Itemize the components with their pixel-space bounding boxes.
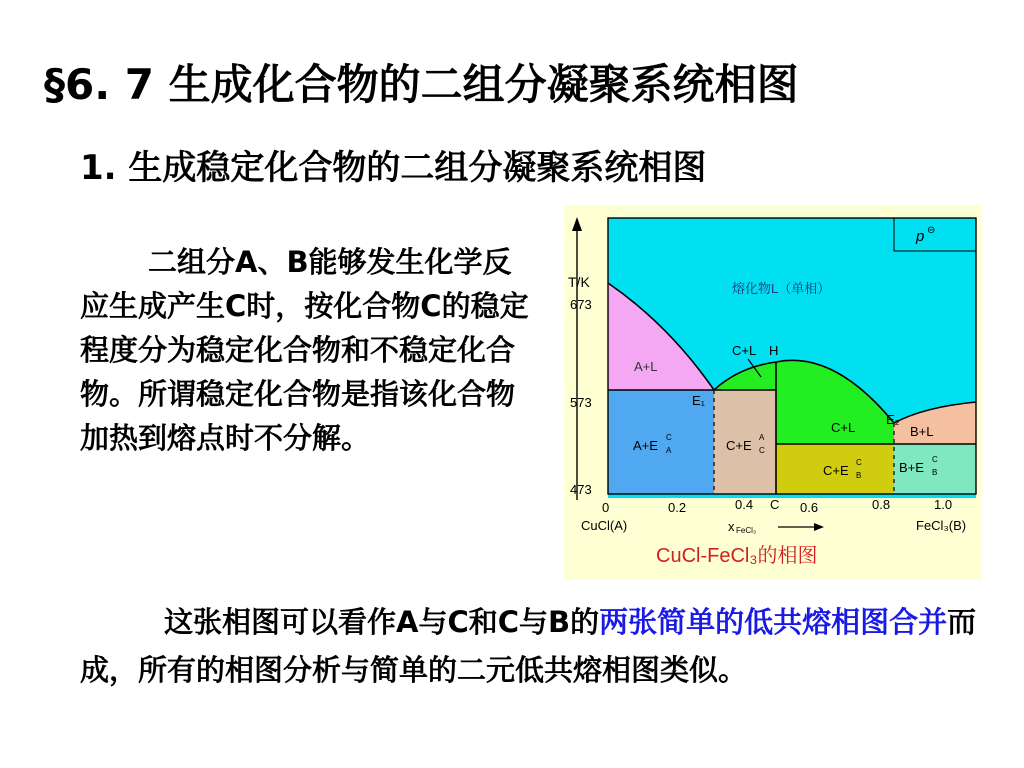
y-tick-473: 473: [570, 482, 592, 497]
x-tick-0: 0: [602, 500, 610, 515]
label-b-plus-c-sub: B: [932, 468, 938, 477]
label-a-plus-l: A+L: [634, 359, 658, 374]
label-e1: E₁: [692, 393, 706, 408]
x-tick-1-0: 1.0: [934, 497, 953, 512]
label-a-plus-c: A+E: [633, 438, 658, 453]
label-h-point: H: [769, 343, 779, 358]
intro-paragraph: 二组分A、B能够发生化学反应生成产生C时，按化合物C的稳定程度分为稳定化合物和不稳定化合物。所谓稳定化合物是指该化合物加热到熔点时不分解。: [80, 245, 529, 455]
x-axis-arrow-head: [814, 523, 824, 531]
summary-highlight: 两张简单的低共熔相图合并: [599, 605, 948, 639]
x-axis-label: x: [728, 519, 735, 534]
x-tick-0-2: 0.2: [668, 500, 687, 515]
label-c-plus-b: C+E: [823, 463, 849, 478]
x-right-label: FeCl₃(B): [916, 518, 967, 533]
label-b-plus-l: B+L: [910, 424, 934, 439]
label-b-plus-c-sup: C: [932, 455, 938, 464]
x-tick-c: C: [770, 497, 780, 512]
phase-diagram: [564, 205, 982, 580]
x-tick-0-6: 0.6: [800, 500, 819, 515]
diagram-caption: CuCl-FeCl₃的相图: [656, 545, 818, 567]
label-b-plus-c: B+E: [899, 460, 924, 475]
y-tick-673: 673: [570, 297, 592, 312]
label-liquid: 熔化物L（单相）: [732, 281, 831, 296]
y-axis-arrow: [572, 217, 582, 231]
x-axis-sub: FeCl₃: [736, 526, 757, 535]
label-c-plus-l-left: C+L: [732, 343, 757, 358]
label-c-plus-a-sup: A: [759, 433, 765, 442]
summary-paragraph: [80, 598, 980, 694]
label-c-plus-a-sub: C: [759, 446, 765, 455]
label-e2: E₂: [886, 412, 900, 427]
label-c-plus-b-sup: C: [856, 458, 862, 467]
x-tick-0-4: 0.4: [735, 497, 754, 512]
summary-text-part2: 而成，所有的相图分析与简单的二元低共熔相图类似。: [80, 605, 977, 687]
pressure-sup: ⊖: [927, 225, 936, 236]
y-tick-573: 573: [570, 395, 592, 410]
pressure-label: p: [916, 228, 925, 245]
page-title: §6. 7 生成化合物的二组分凝聚系统相图: [44, 60, 799, 109]
summary-text-part1: 这张相图可以看作A与C和C与B的: [164, 605, 600, 639]
x-tick-0-8: 0.8: [872, 497, 891, 512]
label-c-plus-a: C+E: [726, 438, 752, 453]
label-a-plus-c-sub: A: [666, 446, 672, 455]
x-left-label: CuCl(A): [581, 518, 628, 533]
label-c-plus-l-right: C+L: [831, 420, 856, 435]
label-c-plus-b-sub: B: [856, 471, 862, 480]
y-axis-label: T/K: [568, 274, 590, 290]
label-a-plus-c-sup: C: [666, 433, 672, 442]
section-subtitle: 1. 生成稳定化合物的二组分凝聚系统相图: [80, 148, 707, 188]
